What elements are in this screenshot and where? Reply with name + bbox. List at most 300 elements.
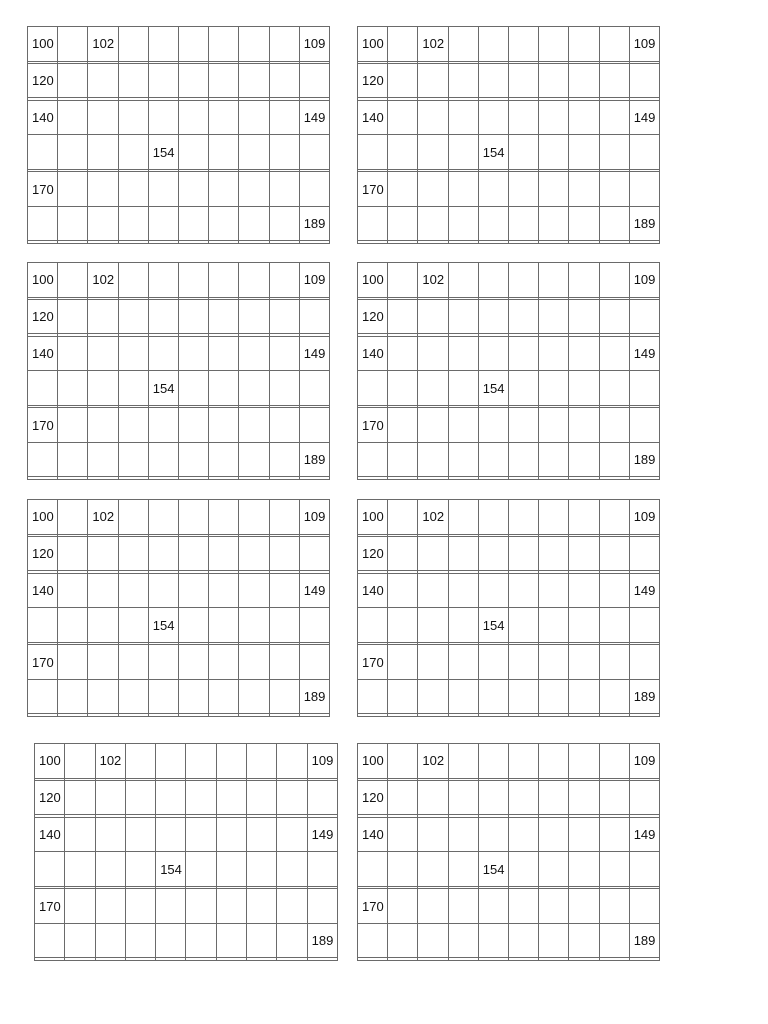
grid-cell-blank xyxy=(358,241,388,244)
grid-cell-blank xyxy=(269,714,299,717)
grid-cell-blank xyxy=(388,299,418,334)
grid-cell-blank xyxy=(358,442,388,477)
grid-row xyxy=(358,500,660,535)
grid-cell-blank xyxy=(599,299,629,334)
grid-cell-blank xyxy=(239,679,269,714)
grid-row xyxy=(358,852,660,887)
grid-cell-blank xyxy=(216,744,246,779)
grid-cell-blank xyxy=(307,852,337,887)
grid-cell-blank xyxy=(88,135,118,170)
grid-row xyxy=(28,135,330,170)
grid-row xyxy=(35,889,338,924)
grid-cell-number: 140 xyxy=(358,817,388,852)
grid-cell-blank xyxy=(448,852,478,887)
grid-cell-number: 100 xyxy=(358,500,388,535)
grid-cell-blank xyxy=(65,923,95,958)
grid-cell-blank xyxy=(629,714,659,717)
grid-cell-blank xyxy=(118,408,148,443)
grid-cell-blank xyxy=(629,371,659,406)
grid-cell-blank xyxy=(569,536,599,571)
grid-cell-blank xyxy=(88,371,118,406)
grid-cell-blank xyxy=(599,263,629,298)
grid-cell-blank xyxy=(148,336,178,371)
grid-cell-blank xyxy=(88,645,118,680)
grid-cell-blank xyxy=(239,100,269,135)
grid-cell-blank xyxy=(388,263,418,298)
grid-cell-blank xyxy=(58,573,88,608)
grid-cell-blank xyxy=(539,241,569,244)
grid-cell-blank xyxy=(508,371,538,406)
grid-cell-blank xyxy=(569,889,599,924)
grid-cell-blank xyxy=(418,958,448,961)
grid-row xyxy=(28,608,330,643)
grid-cell-blank xyxy=(28,679,58,714)
grid-cell-blank xyxy=(569,100,599,135)
grid-cell-number: 154 xyxy=(478,135,508,170)
grid-cell-blank xyxy=(125,744,155,779)
grid-cell-blank xyxy=(599,923,629,958)
grid-cell-blank xyxy=(178,206,208,241)
grid-cell-blank xyxy=(508,500,538,535)
grid-cell-blank xyxy=(156,744,186,779)
grid-cell-blank xyxy=(178,63,208,98)
grid-cell-blank xyxy=(418,408,448,443)
grid-cell-number: 154 xyxy=(478,608,508,643)
grid-cell-blank xyxy=(388,889,418,924)
grid-cell-blank xyxy=(539,135,569,170)
grid-cell-blank xyxy=(125,817,155,852)
grid-row xyxy=(358,206,660,241)
grid-cell-number: 189 xyxy=(629,206,659,241)
grid-cell-blank xyxy=(569,817,599,852)
grid-cell-number: 100 xyxy=(28,263,58,298)
grid-cell-blank xyxy=(88,63,118,98)
grid-cell-blank xyxy=(95,923,125,958)
grid-cell-number: 102 xyxy=(88,500,118,535)
grid-cell-blank xyxy=(418,299,448,334)
grid-cell-number: 170 xyxy=(28,408,58,443)
grid-cell-blank xyxy=(125,923,155,958)
grid-cell-blank xyxy=(148,442,178,477)
grid-cell-blank xyxy=(358,852,388,887)
grid-cell-blank xyxy=(178,608,208,643)
grid-cell-blank xyxy=(269,135,299,170)
grid-cell-blank xyxy=(539,780,569,815)
grid-cell-blank xyxy=(478,241,508,244)
grid-cell-number: 189 xyxy=(307,923,337,958)
grid-cell-blank xyxy=(269,408,299,443)
grid-cell-blank xyxy=(448,172,478,207)
grid-cell-blank xyxy=(58,714,88,717)
grid-cell-blank xyxy=(65,744,95,779)
grid-cell-blank xyxy=(599,371,629,406)
grid-cell-number: 154 xyxy=(478,852,508,887)
grid-cell-blank xyxy=(629,889,659,924)
grid-cell-blank xyxy=(418,135,448,170)
grid-cell-blank xyxy=(358,923,388,958)
grid-cell-blank xyxy=(418,645,448,680)
grid-cell-blank xyxy=(539,408,569,443)
grid-cell-blank xyxy=(299,645,329,680)
grid-cell-blank xyxy=(88,299,118,334)
grid-cell-blank xyxy=(58,408,88,443)
grid-cell-blank xyxy=(299,477,329,480)
grid-cell-blank xyxy=(95,852,125,887)
grid-cell-blank xyxy=(209,536,239,571)
grid-cell-blank xyxy=(209,263,239,298)
grid-cell-blank xyxy=(569,408,599,443)
grid-cell-blank xyxy=(599,241,629,244)
grid-cell-number: 170 xyxy=(35,889,65,924)
grid-row xyxy=(28,408,330,443)
grid-cell-blank xyxy=(239,500,269,535)
grid-cell-blank xyxy=(35,852,65,887)
grid-cell-number: 140 xyxy=(358,336,388,371)
grid-row xyxy=(35,817,338,852)
grid-cell-blank xyxy=(599,100,629,135)
grid-cell-blank xyxy=(239,645,269,680)
grid-cell-blank xyxy=(569,206,599,241)
grid-cell-blank xyxy=(599,536,629,571)
grid-cell-blank xyxy=(629,63,659,98)
grid-cell-blank xyxy=(539,477,569,480)
grid-cell-blank xyxy=(629,241,659,244)
grid-cell-blank xyxy=(388,645,418,680)
grid-cell-blank xyxy=(277,780,307,815)
grid-cell-blank xyxy=(178,172,208,207)
grid-cell-blank xyxy=(269,645,299,680)
grid-cell-blank xyxy=(118,299,148,334)
grid-cell-blank xyxy=(418,63,448,98)
grid-cell-blank xyxy=(599,714,629,717)
grid-cell-blank xyxy=(599,336,629,371)
grid-cell-blank xyxy=(418,679,448,714)
grid-cell-blank xyxy=(418,172,448,207)
grid-cell-blank xyxy=(358,679,388,714)
grid-cell-blank xyxy=(508,135,538,170)
grid-cell-blank xyxy=(239,241,269,244)
grid-cell-blank xyxy=(239,263,269,298)
grid-cell-number: 154 xyxy=(148,135,178,170)
grid-cell-blank xyxy=(478,299,508,334)
grid-cell-blank xyxy=(388,817,418,852)
grid-cell-blank xyxy=(239,714,269,717)
grid-cell-blank xyxy=(88,241,118,244)
grid-cell-blank xyxy=(599,817,629,852)
grid-cell-number: 102 xyxy=(88,263,118,298)
grid-cell-blank xyxy=(118,714,148,717)
grid-cell-blank xyxy=(448,135,478,170)
grid-row xyxy=(358,477,660,480)
grid-cell-blank xyxy=(508,27,538,62)
grid-cell-number: 149 xyxy=(299,336,329,371)
grid-cell-blank xyxy=(629,172,659,207)
grid-cell-blank xyxy=(629,780,659,815)
grid-cell-blank xyxy=(307,958,337,961)
grid-cell-blank xyxy=(539,299,569,334)
grid-cell-blank xyxy=(569,241,599,244)
grid-cell-blank xyxy=(269,608,299,643)
grid-cell-number: 100 xyxy=(358,263,388,298)
grid-cell-blank xyxy=(508,958,538,961)
grid-cell-blank xyxy=(178,299,208,334)
grid-cell-blank xyxy=(599,780,629,815)
grid-cell-blank xyxy=(95,817,125,852)
grid-cell-blank xyxy=(478,958,508,961)
grid-cell-blank xyxy=(448,299,478,334)
grid-cell-blank xyxy=(239,408,269,443)
grid-cell-blank xyxy=(599,889,629,924)
grid-cell-blank xyxy=(269,477,299,480)
grid-cell-blank xyxy=(209,442,239,477)
grid-cell-number: 140 xyxy=(358,100,388,135)
grid-cell-blank xyxy=(508,336,538,371)
grid-cell-blank xyxy=(418,817,448,852)
grid-cell-blank xyxy=(539,817,569,852)
grid-cell-blank xyxy=(209,172,239,207)
grid-cell-blank xyxy=(388,27,418,62)
grid-row xyxy=(28,299,330,334)
grid-cell-blank xyxy=(448,645,478,680)
grid-cell-blank xyxy=(388,63,418,98)
grid-row xyxy=(28,336,330,371)
grid-cell-blank xyxy=(178,679,208,714)
grid-cell-blank xyxy=(539,679,569,714)
grid-cell-blank xyxy=(148,299,178,334)
grid-cell-blank xyxy=(629,958,659,961)
grid-cell-blank xyxy=(508,100,538,135)
grid-cell-blank xyxy=(88,714,118,717)
grid-cell-blank xyxy=(58,27,88,62)
grid-cell-blank xyxy=(388,477,418,480)
grid-cell-blank xyxy=(58,500,88,535)
grid-cell-blank xyxy=(239,27,269,62)
grid-cell-blank xyxy=(35,958,65,961)
grid-cell-number: 109 xyxy=(629,27,659,62)
grid-cell-number: 120 xyxy=(28,63,58,98)
grid-cell-blank xyxy=(247,817,277,852)
grid-cell-blank xyxy=(448,408,478,443)
grid-cell-blank xyxy=(299,172,329,207)
grid-cell-blank xyxy=(269,63,299,98)
grid-cell-blank xyxy=(629,408,659,443)
grid-cell-blank xyxy=(418,371,448,406)
grid-cell-blank xyxy=(418,852,448,887)
grid-cell-blank xyxy=(209,679,239,714)
grid-cell-blank xyxy=(599,500,629,535)
grid-cell-blank xyxy=(539,100,569,135)
grid-cell-blank xyxy=(216,889,246,924)
grid-cell-blank xyxy=(418,206,448,241)
grid-cell-blank xyxy=(599,63,629,98)
grid-cell-blank xyxy=(277,923,307,958)
grid-cell-blank xyxy=(88,100,118,135)
grid-cell-number: 140 xyxy=(28,573,58,608)
grid-cell-blank xyxy=(269,336,299,371)
grid-cell-blank xyxy=(539,852,569,887)
grid-cell-blank xyxy=(539,263,569,298)
grid-cell-blank xyxy=(186,852,216,887)
grid-cell-blank xyxy=(58,679,88,714)
grid-cell-blank xyxy=(118,536,148,571)
grid-cell-blank xyxy=(269,573,299,608)
number-grid-1 xyxy=(27,26,330,244)
grid-cell-blank xyxy=(629,852,659,887)
number-grid-3 xyxy=(27,262,330,480)
grid-cell-blank xyxy=(629,536,659,571)
grid-cell-blank xyxy=(148,477,178,480)
grid-cell-number: 109 xyxy=(307,744,337,779)
grid-cell-blank xyxy=(569,679,599,714)
grid-cell-blank xyxy=(569,958,599,961)
grid-cell-blank xyxy=(148,536,178,571)
grid-cell-blank xyxy=(418,336,448,371)
grid-cell-blank xyxy=(178,645,208,680)
grid-cell-blank xyxy=(569,852,599,887)
grid-cell-blank xyxy=(478,477,508,480)
grid-cell-blank xyxy=(569,299,599,334)
grid-cell-blank xyxy=(448,500,478,535)
grid-cell-blank xyxy=(58,645,88,680)
grid-cell-blank xyxy=(448,780,478,815)
grid-row xyxy=(358,645,660,680)
grid-cell-blank xyxy=(599,477,629,480)
grid-cell-blank xyxy=(247,889,277,924)
grid-cell-blank xyxy=(125,889,155,924)
grid-cell-blank xyxy=(28,477,58,480)
grid-cell-blank xyxy=(148,263,178,298)
grid-cell-blank xyxy=(569,135,599,170)
grid-cell-blank xyxy=(239,336,269,371)
grid-cell-blank xyxy=(239,608,269,643)
grid-cell-blank xyxy=(508,744,538,779)
grid-cell-blank xyxy=(629,645,659,680)
grid-cell-blank xyxy=(65,958,95,961)
grid-cell-blank xyxy=(269,172,299,207)
grid-row xyxy=(28,442,330,477)
grid-cell-number: 109 xyxy=(299,263,329,298)
grid-cell-blank xyxy=(178,336,208,371)
grid-row xyxy=(35,958,338,961)
number-grid-8 xyxy=(357,743,660,961)
grid-cell-blank xyxy=(95,889,125,924)
grid-row xyxy=(28,679,330,714)
grid-cell-blank xyxy=(148,100,178,135)
grid-cell-blank xyxy=(508,206,538,241)
grid-cell-blank xyxy=(239,172,269,207)
grid-cell-blank xyxy=(388,100,418,135)
grid-cell-blank xyxy=(269,299,299,334)
grid-cell-blank xyxy=(299,608,329,643)
grid-cell-blank xyxy=(216,923,246,958)
grid-cell-blank xyxy=(569,714,599,717)
grid-cell-blank xyxy=(448,336,478,371)
grid-cell-blank xyxy=(418,714,448,717)
grid-cell-number: 100 xyxy=(28,27,58,62)
grid-cell-blank xyxy=(508,780,538,815)
grid-cell-blank xyxy=(178,408,208,443)
grid-cell-blank xyxy=(65,889,95,924)
grid-cell-blank xyxy=(629,135,659,170)
grid-cell-blank xyxy=(569,500,599,535)
grid-cell-blank xyxy=(118,645,148,680)
grid-cell-blank xyxy=(418,573,448,608)
grid-cell-blank xyxy=(118,172,148,207)
grid-cell-blank xyxy=(118,206,148,241)
grid-cell-blank xyxy=(569,608,599,643)
grid-cell-blank xyxy=(569,442,599,477)
grid-cell-blank xyxy=(269,263,299,298)
grid-cell-blank xyxy=(358,135,388,170)
grid-cell-blank xyxy=(478,172,508,207)
grid-row xyxy=(358,371,660,406)
number-grid-6 xyxy=(357,499,660,717)
grid-cell-number: 120 xyxy=(358,299,388,334)
grid-cell-blank xyxy=(388,608,418,643)
grid-cell-blank xyxy=(299,371,329,406)
grid-cell-blank xyxy=(508,408,538,443)
grid-cell-blank xyxy=(88,172,118,207)
grid-cell-blank xyxy=(209,206,239,241)
grid-cell-blank xyxy=(539,889,569,924)
grid-cell-blank xyxy=(277,852,307,887)
grid-cell-number: 109 xyxy=(629,744,659,779)
grid-cell-blank xyxy=(118,336,148,371)
grid-cell-blank xyxy=(539,744,569,779)
grid-cell-blank xyxy=(448,477,478,480)
grid-cell-number: 140 xyxy=(28,100,58,135)
grid-row xyxy=(28,645,330,680)
grid-cell-number: 170 xyxy=(358,889,388,924)
grid-cell-blank xyxy=(569,27,599,62)
grid-cell-blank xyxy=(148,172,178,207)
grid-cell-blank xyxy=(125,780,155,815)
number-grid-4 xyxy=(357,262,660,480)
grid-cell-blank xyxy=(448,263,478,298)
grid-cell-blank xyxy=(478,714,508,717)
grid-cell-blank xyxy=(299,714,329,717)
grid-cell-blank xyxy=(599,27,629,62)
grid-cell-blank xyxy=(148,27,178,62)
grid-cell-blank xyxy=(118,263,148,298)
grid-cell-blank xyxy=(186,780,216,815)
grid-cell-blank xyxy=(156,780,186,815)
grid-cell-blank xyxy=(478,263,508,298)
grid-cell-blank xyxy=(478,206,508,241)
grid-cell-number: 100 xyxy=(358,27,388,62)
grid-cell-number: 120 xyxy=(358,63,388,98)
grid-cell-blank xyxy=(277,958,307,961)
grid-cell-blank xyxy=(388,500,418,535)
grid-cell-blank xyxy=(539,27,569,62)
grid-cell-blank xyxy=(58,241,88,244)
grid-cell-blank xyxy=(478,744,508,779)
grid-cell-blank xyxy=(28,442,58,477)
grid-cell-blank xyxy=(186,923,216,958)
grid-cell-blank xyxy=(247,923,277,958)
grid-cell-number: 120 xyxy=(28,536,58,571)
grid-cell-blank xyxy=(178,477,208,480)
grid-cell-blank xyxy=(216,852,246,887)
grid-cell-blank xyxy=(629,608,659,643)
grid-cell-blank xyxy=(299,63,329,98)
grid-cell-blank xyxy=(58,477,88,480)
grid-cell-blank xyxy=(599,645,629,680)
grid-cell-blank xyxy=(388,714,418,717)
grid-row xyxy=(28,263,330,298)
grid-cell-blank xyxy=(358,206,388,241)
grid-cell-number: 140 xyxy=(35,817,65,852)
